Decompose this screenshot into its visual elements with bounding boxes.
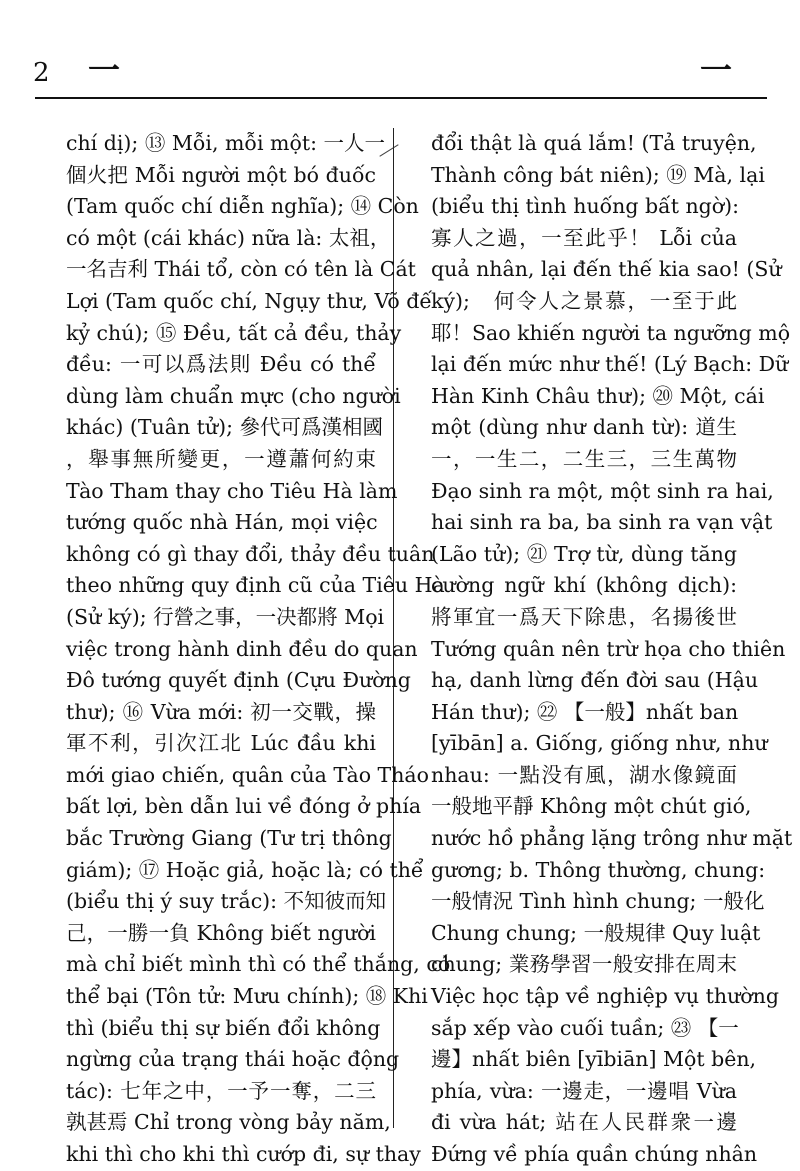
text-line: bất lợi, bèn dẫn lui về đóng ở phía [66,794,422,819]
text-line: lại đến mức như thế! (Lý Bạch: Dữ [431,352,789,377]
page-header [0,0,800,100]
text-line: ，舉事無所變更，一遵蕭何約束 [66,446,376,471]
text-line: 一般情況 Tình hình chung; 一般化 [431,889,765,914]
text-line: chung; 業務學習一般安排在周末 [431,952,737,977]
text-line: thư); ⑯ Vừa mới: 初一交戰，操 [66,699,376,724]
text-line: cường ngữ khí (không dịch): [431,573,737,598]
text-line: mà chỉ biết mình thì có thể thắng, có [66,952,451,977]
text-line: hai sinh ra ba, ba sinh ra vạn vật [431,510,773,535]
text-line: Đô tướng quyết định (Cựu Đường [66,668,411,693]
text-line: việc trong hành dinh đều do quan [66,636,418,661]
text-line: 己，一勝一負 Không biết người [66,920,376,945]
text-line: ký); 何令人之景慕，一至于此 [431,288,737,313]
text-line: đi vừa hát; 站在人民群衆一邊 [431,1110,737,1135]
text-line: Hàn Kinh Châu thư); ⑳ Một, cái [431,383,765,408]
text-line: Đứng về phía quần chúng nhân [431,1142,758,1166]
right-column [431,128,793,1166]
text-line: đều: 一可以爲法則 Đều có thể [66,352,376,377]
text-line: Đạo sinh ra một, một sinh ra hai, [431,478,774,503]
text-line: Chung chung; 一般規律 Quy luật [431,920,761,945]
text-line: một (dùng như danh từ): 道生 [431,415,737,440]
guide-word-left: 一 [88,51,121,89]
text-line: (biểu thị tình huống bất ngờ): [431,194,740,219]
text-line: tác): 七年之中，一予一奪，二三 [66,1078,376,1103]
text-line: Việc học tập về nghiệp vụ thường [431,984,779,1009]
text-line: kỷ chú); ⑮ Đều, tất cả đều, thảy [66,320,402,345]
text-line: 孰甚焉 Chỉ trong vòng bảy năm, [66,1110,391,1135]
text-line: theo những quy định cũ của Tiêu Hà [66,573,445,598]
text-line: bắc Trường Giang (Tư trị thông [66,826,392,851]
text-line: (biểu thị ý suy trắc): 不知彼而知 [66,889,387,914]
text-line: dùng làm chuẩn mực (cho người [66,383,401,408]
text-line: 一，一生二，二生三，三生萬物 [431,446,737,471]
left-column [66,128,451,1166]
text-line: khi thì cho khi thì cướp đi, sự thay [66,1142,421,1166]
text-line: (Tam quốc chí diễn nghĩa); ⑭ Còn [66,194,419,219]
text-line: (Sử ký); 行營之事，一决都將 Mọi [66,604,385,629]
text-line: 個火把 Mỗi người một bó đuốc [66,162,376,187]
text-line: Thành công bát niên); ⑲ Mà, lại [431,162,765,187]
text-line: 將軍宜一爲天下除患，名揚後世 [431,604,737,629]
text-line: thì (biểu thị sự biến đổi không [66,1015,381,1040]
page-number: 2 [33,58,50,88]
text-line: 一般地平靜 Không một chút gió, [431,794,752,819]
text-line: gương; b. Thông thường, chung: [431,857,766,882]
text-line: hạ, danh lừng đến đời sau (Hậu [431,668,759,693]
text-line: 一名吉利 Thái tổ, còn có tên là Cát [66,257,416,282]
text-line: giám); ⑰ Hoặc giả, hoặc là; có thể [66,857,424,882]
text-line: nhau: 一點没有風，湖水像鏡面 [431,762,737,787]
text-line: Lợi (Tam quốc chí, Ngụy thư, Võ đế [66,288,432,313]
guide-word-right: 一 [700,51,733,89]
text-line: ngừng của trạng thái hoặc động [66,1047,400,1072]
text-line: không có gì thay đổi, thảy đều tuân [66,541,435,566]
text-line: đổi thật là quá lắm! (Tả truyện, [431,131,757,155]
text-line: Tào Tham thay cho Tiêu Hà làm [66,478,398,503]
text-line: 寡人之過，一至此乎！ Lỗi của [431,225,737,250]
text-line: sắp xếp vào cuối tuần; ㉓ 【一 [431,1015,739,1040]
text-line: nước hồ phẳng lặng trông như mặt [431,826,793,851]
text-line: Tướng quân nên trừ họa cho thiên [431,636,786,661]
text-line: mới giao chiến, quân của Tào Tháo [66,762,429,787]
text-line: quả nhân, lại đến thế kia sao! (Sử [431,257,782,282]
text-line: Hán thư); ㉒ 【一般】nhất ban [431,699,739,724]
text-line: 軍不利，引次江北 Lúc đầu khi [66,731,376,756]
text-line: 耶！Sao khiến người ta ngưỡng mộ [431,320,791,345]
text-line: khác) (Tuân tử); 參代可爲漢相國 [66,415,384,440]
text-line: 邊】nhất biên [yībiān] Một bên, [431,1047,757,1072]
text-line: chí dị); ⑬ Mỗi, mỗi một: 一人一 [66,131,385,155]
text-line: phía, vừa: 一邊走，一邊唱 Vừa [431,1078,737,1103]
text-line: tướng quốc nhà Hán, mọi việc [66,510,378,535]
text-line: thể bại (Tôn tử: Mưu chính); ⑱ Khi [66,984,428,1009]
header-rule [35,97,767,99]
text-line: [yībān] a. Giống, giống như, như [431,731,768,756]
text-line: có một (cái khác) nữa là: 太祖， [66,225,391,250]
text-line: (Lão tử); ㉑ Trợ từ, dùng tăng [431,541,737,566]
